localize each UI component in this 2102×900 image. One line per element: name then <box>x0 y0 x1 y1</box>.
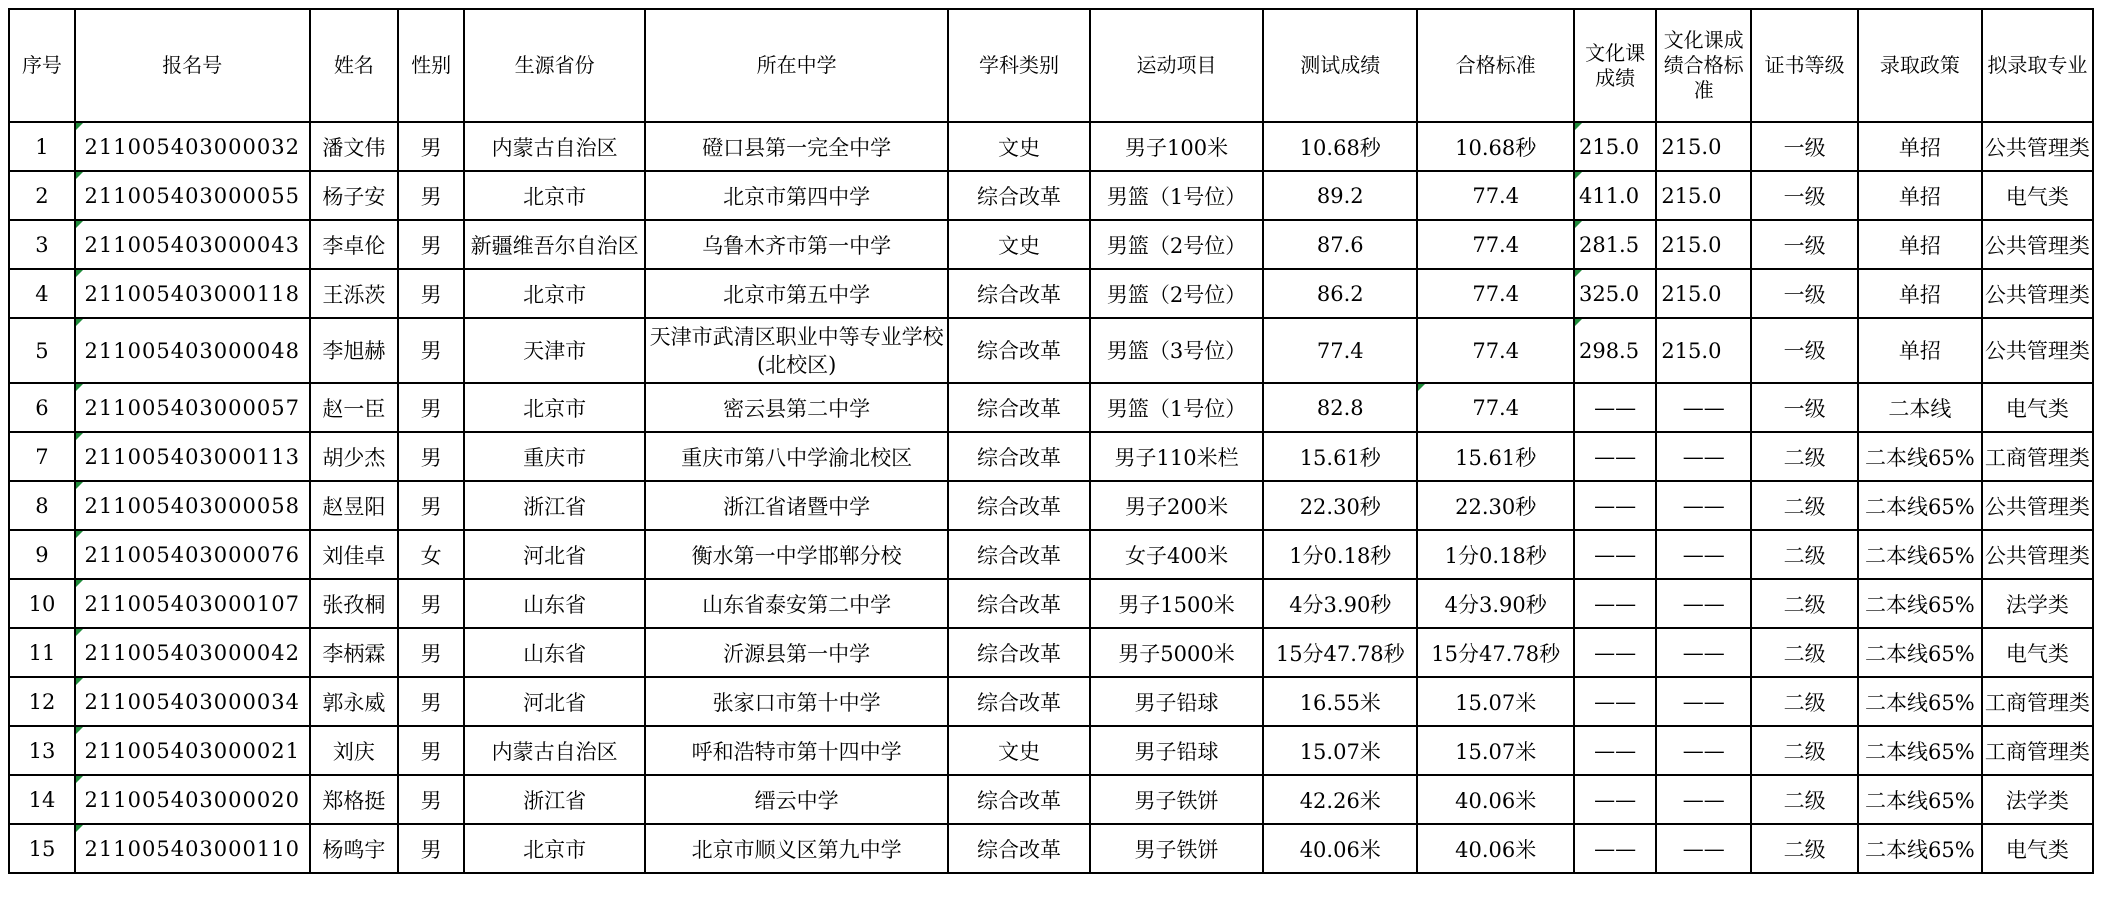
admission-policy-cell: 二本线65% <box>1858 579 1982 628</box>
culture-score-cell: —— <box>1574 775 1656 824</box>
row-number-cell: 8 <box>9 481 75 530</box>
header-cell: 拟录取专业 <box>1982 9 2093 122</box>
registration-id-cell: 211005403000057 <box>75 383 310 432</box>
sport-cell: 男篮（2号位） <box>1090 220 1263 269</box>
name-cell: 李柄霖 <box>310 628 399 677</box>
province-cell: 山东省 <box>464 628 645 677</box>
category-cell: 综合改革 <box>948 579 1090 628</box>
pass-standard-cell: 15.07米 <box>1417 726 1574 775</box>
sport-cell: 男子200米 <box>1090 481 1263 530</box>
row-number-cell: 12 <box>9 677 75 726</box>
certificate-level-cell: 二级 <box>1751 579 1858 628</box>
certificate-level-cell: 二级 <box>1751 677 1858 726</box>
category-cell: 综合改革 <box>948 481 1090 530</box>
table-row <box>9 432 2093 481</box>
header-cell: 录取政策 <box>1858 9 1982 122</box>
admission-policy-cell: 二本线65% <box>1858 530 1982 579</box>
test-score-cell: 10.68秒 <box>1263 122 1417 171</box>
registration-id-cell: 211005403000021 <box>75 726 310 775</box>
school-cell: 乌鲁木齐市第一中学 <box>645 220 948 269</box>
pass-standard-cell: 15.07米 <box>1417 677 1574 726</box>
sport-cell: 男子铅球 <box>1090 726 1263 775</box>
gender-cell: 男 <box>398 269 464 318</box>
pass-standard-cell: 77.4 <box>1417 269 1574 318</box>
certificate-level-cell: 一级 <box>1751 220 1858 269</box>
table-row <box>9 628 2093 677</box>
admission-policy-cell: 单招 <box>1858 171 1982 220</box>
category-cell: 文史 <box>948 122 1090 171</box>
row-number-cell: 7 <box>9 432 75 481</box>
certificate-level-cell: 二级 <box>1751 824 1858 873</box>
culture-standard-cell: 215.0 <box>1656 220 1751 269</box>
sport-cell: 男子100米 <box>1090 122 1263 171</box>
admission-policy-cell: 单招 <box>1858 122 1982 171</box>
test-score-cell: 82.8 <box>1263 383 1417 432</box>
test-score-cell: 42.26米 <box>1263 775 1417 824</box>
registration-id-cell: 211005403000107 <box>75 579 310 628</box>
admission-policy-cell: 二本线65% <box>1858 775 1982 824</box>
category-cell: 综合改革 <box>948 628 1090 677</box>
header-cell: 学科类别 <box>948 9 1090 122</box>
header-cell: 运动项目 <box>1090 9 1263 122</box>
pass-standard-cell: 77.4 <box>1417 318 1574 383</box>
province-cell: 山东省 <box>464 579 645 628</box>
admission-policy-cell: 二本线65% <box>1858 432 1982 481</box>
school-cell: 张家口市第十中学 <box>645 677 948 726</box>
school-cell: 北京市第五中学 <box>645 269 948 318</box>
category-cell: 综合改革 <box>948 677 1090 726</box>
test-score-cell: 40.06米 <box>1263 824 1417 873</box>
category-cell: 文史 <box>948 220 1090 269</box>
certificate-level-cell: 二级 <box>1751 481 1858 530</box>
culture-score-cell: —— <box>1574 726 1656 775</box>
certificate-level-cell: 一级 <box>1751 318 1858 383</box>
table-row <box>9 530 2093 579</box>
school-cell: 重庆市第八中学渝北校区 <box>645 432 948 481</box>
name-cell: 赵昱阳 <box>310 481 399 530</box>
table-row <box>9 220 2093 269</box>
major-cell: 公共管理类 <box>1982 318 2093 383</box>
certificate-level-cell: 二级 <box>1751 432 1858 481</box>
header-cell: 所在中学 <box>645 9 948 122</box>
registration-id-cell: 211005403000113 <box>75 432 310 481</box>
major-cell: 公共管理类 <box>1982 481 2093 530</box>
name-cell: 刘庆 <box>310 726 399 775</box>
major-cell: 法学类 <box>1982 775 2093 824</box>
culture-score-cell: —— <box>1574 432 1656 481</box>
table-row <box>9 318 2093 383</box>
row-number-cell: 15 <box>9 824 75 873</box>
major-cell: 工商管理类 <box>1982 726 2093 775</box>
admission-policy-cell: 单招 <box>1858 220 1982 269</box>
registration-id-cell: 211005403000055 <box>75 171 310 220</box>
row-number-cell: 5 <box>9 318 75 383</box>
pass-standard-cell: 4分3.90秒 <box>1417 579 1574 628</box>
culture-standard-cell: 215.0 <box>1656 269 1751 318</box>
province-cell: 北京市 <box>464 824 645 873</box>
pass-standard-cell: 40.06米 <box>1417 824 1574 873</box>
major-cell: 公共管理类 <box>1982 269 2093 318</box>
header-row <box>9 9 2093 122</box>
major-cell: 公共管理类 <box>1982 530 2093 579</box>
name-cell: 李卓伦 <box>310 220 399 269</box>
name-cell: 赵一臣 <box>310 383 399 432</box>
table-row <box>9 122 2093 171</box>
gender-cell: 男 <box>398 122 464 171</box>
culture-standard-cell: —— <box>1656 579 1751 628</box>
school-cell: 缙云中学 <box>645 775 948 824</box>
pass-standard-cell: 22.30秒 <box>1417 481 1574 530</box>
culture-standard-cell: —— <box>1656 677 1751 726</box>
header-cell: 合格标准 <box>1417 9 1574 122</box>
test-score-cell: 4分3.90秒 <box>1263 579 1417 628</box>
gender-cell: 男 <box>398 579 464 628</box>
sport-cell: 男子铅球 <box>1090 677 1263 726</box>
test-score-cell: 77.4 <box>1263 318 1417 383</box>
admission-policy-cell: 二本线 <box>1858 383 1982 432</box>
sport-cell: 男子铁饼 <box>1090 824 1263 873</box>
culture-standard-cell: 215.0 <box>1656 171 1751 220</box>
province-cell: 浙江省 <box>464 481 645 530</box>
culture-standard-cell: 215.0 <box>1656 318 1751 383</box>
school-cell: 山东省泰安第二中学 <box>645 579 948 628</box>
registration-id-cell: 211005403000042 <box>75 628 310 677</box>
major-cell: 公共管理类 <box>1982 122 2093 171</box>
test-score-cell: 15分47.78秒 <box>1263 628 1417 677</box>
name-cell: 王泺茨 <box>310 269 399 318</box>
admission-policy-cell: 二本线65% <box>1858 628 1982 677</box>
sport-cell: 男篮（1号位） <box>1090 171 1263 220</box>
gender-cell: 男 <box>398 726 464 775</box>
header-cell: 文化课成绩合格标准 <box>1656 9 1751 122</box>
gender-cell: 男 <box>398 318 464 383</box>
certificate-level-cell: 一级 <box>1751 269 1858 318</box>
category-cell: 文史 <box>948 726 1090 775</box>
major-cell: 电气类 <box>1982 383 2093 432</box>
major-cell: 工商管理类 <box>1982 677 2093 726</box>
gender-cell: 男 <box>398 824 464 873</box>
culture-score-cell: —— <box>1574 628 1656 677</box>
sport-cell: 男篮（2号位） <box>1090 269 1263 318</box>
category-cell: 综合改革 <box>948 171 1090 220</box>
province-cell: 北京市 <box>464 383 645 432</box>
culture-score-cell: 411.0 <box>1574 171 1656 220</box>
major-cell: 工商管理类 <box>1982 432 2093 481</box>
category-cell: 综合改革 <box>948 775 1090 824</box>
gender-cell: 男 <box>398 220 464 269</box>
row-number-cell: 1 <box>9 122 75 171</box>
admission-policy-cell: 单招 <box>1858 318 1982 383</box>
culture-score-cell: —— <box>1574 481 1656 530</box>
row-number-cell: 13 <box>9 726 75 775</box>
certificate-level-cell: 二级 <box>1751 726 1858 775</box>
sport-cell: 女子400米 <box>1090 530 1263 579</box>
culture-standard-cell: —— <box>1656 628 1751 677</box>
province-cell: 河北省 <box>464 530 645 579</box>
certificate-level-cell: 二级 <box>1751 530 1858 579</box>
sport-cell: 男子1500米 <box>1090 579 1263 628</box>
test-score-cell: 15.61秒 <box>1263 432 1417 481</box>
admission-policy-cell: 二本线65% <box>1858 481 1982 530</box>
culture-standard-cell: —— <box>1656 530 1751 579</box>
school-cell: 沂源县第一中学 <box>645 628 948 677</box>
culture-standard-cell: —— <box>1656 775 1751 824</box>
gender-cell: 男 <box>398 677 464 726</box>
category-cell: 综合改革 <box>948 269 1090 318</box>
admission-table <box>8 8 2094 874</box>
category-cell: 综合改革 <box>948 432 1090 481</box>
gender-cell: 男 <box>398 775 464 824</box>
culture-standard-cell: —— <box>1656 432 1751 481</box>
name-cell: 潘文伟 <box>310 122 399 171</box>
table-body <box>9 122 2093 873</box>
name-cell: 郑格挺 <box>310 775 399 824</box>
culture-standard-cell: —— <box>1656 481 1751 530</box>
pass-standard-cell: 1分0.18秒 <box>1417 530 1574 579</box>
registration-id-cell: 211005403000034 <box>75 677 310 726</box>
certificate-level-cell: 二级 <box>1751 628 1858 677</box>
row-number-cell: 14 <box>9 775 75 824</box>
table-row <box>9 269 2093 318</box>
table-row <box>9 481 2093 530</box>
school-cell: 浙江省诸暨中学 <box>645 481 948 530</box>
test-score-cell: 89.2 <box>1263 171 1417 220</box>
sport-cell: 男篮（3号位） <box>1090 318 1263 383</box>
major-cell: 电气类 <box>1982 628 2093 677</box>
test-score-cell: 86.2 <box>1263 269 1417 318</box>
province-cell: 内蒙古自治区 <box>464 726 645 775</box>
table-row <box>9 171 2093 220</box>
school-cell: 衡水第一中学邯郸分校 <box>645 530 948 579</box>
province-cell: 天津市 <box>464 318 645 383</box>
certificate-level-cell: 一级 <box>1751 171 1858 220</box>
culture-score-cell: —— <box>1574 824 1656 873</box>
registration-id-cell: 211005403000043 <box>75 220 310 269</box>
culture-score-cell: 298.5 <box>1574 318 1656 383</box>
table-row <box>9 383 2093 432</box>
culture-score-cell: —— <box>1574 383 1656 432</box>
gender-cell: 女 <box>398 530 464 579</box>
major-cell: 法学类 <box>1982 579 2093 628</box>
row-number-cell: 6 <box>9 383 75 432</box>
certificate-level-cell: 二级 <box>1751 775 1858 824</box>
culture-score-cell: —— <box>1574 579 1656 628</box>
header-cell: 序号 <box>9 9 75 122</box>
name-cell: 刘佳卓 <box>310 530 399 579</box>
major-cell: 公共管理类 <box>1982 220 2093 269</box>
row-number-cell: 11 <box>9 628 75 677</box>
header-cell: 文化课成绩 <box>1574 9 1656 122</box>
header-cell: 姓名 <box>310 9 399 122</box>
test-score-cell: 22.30秒 <box>1263 481 1417 530</box>
province-cell: 重庆市 <box>464 432 645 481</box>
registration-id-cell: 211005403000110 <box>75 824 310 873</box>
table-row <box>9 726 2093 775</box>
culture-score-cell: —— <box>1574 677 1656 726</box>
test-score-cell: 16.55米 <box>1263 677 1417 726</box>
pass-standard-cell: 77.4 <box>1417 220 1574 269</box>
school-cell: 天津市武清区职业中等专业学校(北校区) <box>645 318 948 383</box>
registration-id-cell: 211005403000058 <box>75 481 310 530</box>
province-cell: 浙江省 <box>464 775 645 824</box>
category-cell: 综合改革 <box>948 530 1090 579</box>
table-row <box>9 579 2093 628</box>
admission-table-container <box>8 8 2094 874</box>
row-number-cell: 2 <box>9 171 75 220</box>
table-row <box>9 677 2093 726</box>
header-cell: 报名号 <box>75 9 310 122</box>
header-cell: 生源省份 <box>464 9 645 122</box>
admission-policy-cell: 单招 <box>1858 269 1982 318</box>
province-cell: 新疆维吾尔自治区 <box>464 220 645 269</box>
culture-score-cell: 215.0 <box>1574 122 1656 171</box>
registration-id-cell: 211005403000076 <box>75 530 310 579</box>
row-number-cell: 4 <box>9 269 75 318</box>
header-cell: 性别 <box>398 9 464 122</box>
sport-cell: 男子110米栏 <box>1090 432 1263 481</box>
culture-standard-cell: —— <box>1656 726 1751 775</box>
name-cell: 李旭赫 <box>310 318 399 383</box>
pass-standard-cell: 77.4 <box>1417 171 1574 220</box>
province-cell: 河北省 <box>464 677 645 726</box>
school-cell: 北京市顺义区第九中学 <box>645 824 948 873</box>
culture-standard-cell: 215.0 <box>1656 122 1751 171</box>
culture-score-cell: 281.5 <box>1574 220 1656 269</box>
major-cell: 电气类 <box>1982 171 2093 220</box>
header-cell: 测试成绩 <box>1263 9 1417 122</box>
culture-score-cell: —— <box>1574 530 1656 579</box>
pass-standard-cell: 40.06米 <box>1417 775 1574 824</box>
name-cell: 杨子安 <box>310 171 399 220</box>
table-row <box>9 824 2093 873</box>
province-cell: 内蒙古自治区 <box>464 122 645 171</box>
row-number-cell: 10 <box>9 579 75 628</box>
gender-cell: 男 <box>398 628 464 677</box>
row-number-cell: 9 <box>9 530 75 579</box>
registration-id-cell: 211005403000118 <box>75 269 310 318</box>
school-cell: 密云县第二中学 <box>645 383 948 432</box>
row-number-cell: 3 <box>9 220 75 269</box>
sport-cell: 男子铁饼 <box>1090 775 1263 824</box>
certificate-level-cell: 一级 <box>1751 383 1858 432</box>
admission-policy-cell: 二本线65% <box>1858 824 1982 873</box>
registration-id-cell: 211005403000020 <box>75 775 310 824</box>
registration-id-cell: 211005403000032 <box>75 122 310 171</box>
gender-cell: 男 <box>398 481 464 530</box>
category-cell: 综合改革 <box>948 383 1090 432</box>
name-cell: 郭永威 <box>310 677 399 726</box>
table-row <box>9 775 2093 824</box>
test-score-cell: 87.6 <box>1263 220 1417 269</box>
gender-cell: 男 <box>398 383 464 432</box>
registration-id-cell: 211005403000048 <box>75 318 310 383</box>
category-cell: 综合改革 <box>948 824 1090 873</box>
name-cell: 胡少杰 <box>310 432 399 481</box>
school-cell: 呼和浩特市第十四中学 <box>645 726 948 775</box>
category-cell: 综合改革 <box>948 318 1090 383</box>
test-score-cell: 15.07米 <box>1263 726 1417 775</box>
culture-standard-cell: —— <box>1656 383 1751 432</box>
gender-cell: 男 <box>398 432 464 481</box>
school-cell: 磴口县第一完全中学 <box>645 122 948 171</box>
test-score-cell: 1分0.18秒 <box>1263 530 1417 579</box>
name-cell: 杨鸣宇 <box>310 824 399 873</box>
province-cell: 北京市 <box>464 269 645 318</box>
sport-cell: 男子5000米 <box>1090 628 1263 677</box>
pass-standard-cell: 15.61秒 <box>1417 432 1574 481</box>
school-cell: 北京市第四中学 <box>645 171 948 220</box>
sport-cell: 男篮（1号位） <box>1090 383 1263 432</box>
name-cell: 张孜桐 <box>310 579 399 628</box>
certificate-level-cell: 一级 <box>1751 122 1858 171</box>
admission-policy-cell: 二本线65% <box>1858 726 1982 775</box>
major-cell: 电气类 <box>1982 824 2093 873</box>
gender-cell: 男 <box>398 171 464 220</box>
province-cell: 北京市 <box>464 171 645 220</box>
pass-standard-cell: 10.68秒 <box>1417 122 1574 171</box>
pass-standard-cell: 15分47.78秒 <box>1417 628 1574 677</box>
pass-standard-cell: 77.4 <box>1417 383 1574 432</box>
culture-score-cell: 325.0 <box>1574 269 1656 318</box>
culture-standard-cell: —— <box>1656 824 1751 873</box>
admission-policy-cell: 二本线65% <box>1858 677 1982 726</box>
header-cell: 证书等级 <box>1751 9 1858 122</box>
